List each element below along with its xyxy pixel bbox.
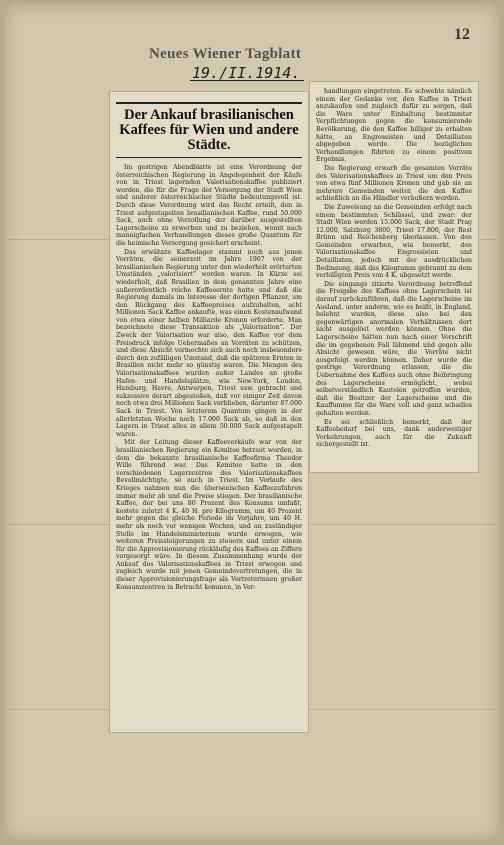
handwritten-date: 19./II.1914. (192, 64, 301, 82)
article-paragraph: Die Zuweisung an die Gemeinden erfolgt nach einem bestimmten Schlüssel, und zwar: der Stadt Wien werden 15.000 Sack, der Stadt Prag 12.000, Salzburg 3800, Triest 17.800, der Rest Brünn und Reichenberg überlassen. Von den Gemeinden erwarben, wie bemerkt, den Valorisationskaffee Engrossisten und Detaillisten, jedoch mit der ausdrücklichen Bedingung, daß das Kilogramm gebrannt zu dem verbilligten Preis von 4 K. abgesetzt werde. (316, 203, 472, 280)
article-paragraph: Es sei schließlich bemerkt, daß der Kaffeebedarf bei uns, dank anderweitiger Vorkehrungen, auch für die Zukunft sichergestellt ist. (316, 418, 472, 449)
article-body-right (310, 82, 478, 449)
article-paragraph: Die eingangs zitierte Verordnung betreffend die Freigabe des Kaffees ohne Lagerschein ist darauf zurückzuführen, daß die Lagerscheine im Ausland, unter anderm, wie es heißt, in England, belehnt wurden, diese also bei den gegenwärtigen anormalen Verhältnissen dort nicht ausgelöst werden können. Ohne die Lagerscheine hätten nun nach einer Vorschrift die im gegebenen Fall lähmend und gegen alle Absicht gewesen wäre, die Vorräte nicht ausgefolgt werden können. Daher wurde die gestrige Verordnung erlassen, die die Uebernahme des Kaffees auch ohne Beibringung des Lagerscheins ermöglicht, wobei selbstverständlich Kautelen getroffen wurden, daß die Besitzer der Lagerscheine und die Kauffumme für die Ware voll und ganz schadlos gehalten werden. (316, 280, 472, 417)
newspaper-masthead: Neues Wiener Tagblatt (149, 46, 302, 62)
article-body-left (110, 164, 308, 591)
article-headline: Der Ankauf brasilianischen Kaffees für Wien und andere Städte. (116, 102, 302, 158)
article-paragraph: Im gestrigen Abendblatte ist eine Verordnung der österreichischen Regierung in Angelegenheit der Käufe von in Triest lagernden Valorisationskaffee publiziert worden, die für die Frage der Versorgung der Stadt Wien und anderer österreichischer Städte bedeutungsvoll ist. Durch diese Verordnung wird das Recht erteilt, den in Triest aufgestapelten brasilianischen Kaffee, rund 50.000 Sack, auch ohne Verzollung der darüber ausgestellten Lagerscheine zu erwerben und zu beziehen, womit nach mannigfachen Verhandlungen dieses große Quantum für die heimische Versorgung gesichert erscheint. (116, 164, 302, 247)
clipping-right-column (310, 82, 478, 472)
article-paragraph: Das erwähnte Kaffeelager stammt noch aus jenen Vorräten, die seinerzeit im Jahre 1907 von der brasilianischen Regierung unter den wiederholt erörterten Umständen „valorisiert“ worden waren. In Kürze sei wiederholt, daß Brasilien in dem genannten Jahre eine außerordentlich reiche Kaffeeernte hatte und daß die Regierung damals im Interesse der dortigen Pflanzer, um den Rückgang des Kaffeepreises aufzuhalten, acht Millionen Sack Kaffee ankaufte, was einen Kostenaufwand von etwa einer halben Milliarde Kronen erforderte. Man bezeichnete diese Transaktion als „Valorisation“. Der Zweck der Valorisation war also, den Kaffee vor dem Preisdruck infolge Uebermaßes an Vorräten zu schützen, und diese Absicht vermochte sich auch noch insbesondere durch den zufälligen Umstand, daß die späteren Ernten in Brasilien nicht mehr so günstig waren. Die Mengen des Valorisationskaffees wurden außer Landes an große Hafen- und Handelsplätze, wie New-York, London, Hamburg, Havre, Antwerpen, Triest usw. gebracht und sukzessive derart abgestoßen, daß vor einiger Zeit davon noch etwa drei Millionen Sack verblieben, darunter 87.000 Sack in Triest. Von letzterem Quantum gingen in der allerletzten Woche noch 17.000 Sack ab, so daß in den Lagern in Triest alles in allem 50.000 Sack aufgestapelt waren. (116, 248, 302, 438)
page-number: 12 (454, 26, 470, 43)
article-paragraph: handlungen eingetreten. Es schwebte nämlich einem der Gedanke vor, den Kaffee in Triest anzukaufen und zugleich dafür zu sorgen, daß die Ware unter Einhaltung bestimmter Verpflichtungen gegen die konsumierende Bevölkerung, die den Kaffee billiger zu erhalten hätte, an Engrossisten und Detaillisten abgegeben werde. Die bezüglichen Verhandlungen führten zu einem positiven Ergebnis. (316, 88, 472, 164)
article-paragraph: Die Regierung erwarb die gesamten Vorräte des Valorisationskaffees in Triest um den Preis von etwa fünf Millionen Kronen und gab sie an mehrere Gemeinden weiter, die den Kaffee schließlich an die Händler veräußern werden. (316, 164, 472, 203)
clipping-left-column (110, 92, 308, 732)
article-paragraph: Mit der Leitung dieser Kaffeeverkäufe war von der brasilianischen Regierung ein Komitee betraut worden, in dem die bekannte brasilianische Kaffeefirma Theodor Wille führend war. Das Komitee hatte in den verschiedenen Lagerzentren des Valorisationskaffees Bevollmächtigte, so auch in Triest. Im Verlaufe des Krieges nahmen nun die überseeischen Kaffeezufuhren immer mehr ab und die Preise stiegen. Der brasilianische Kaffee, der bei uns 80 Prozent des Konsums umfaßt, kostete zuletzt 4 K. 40 H. pro Kilogramm, um 40 Prozent mehr gegen die gleiche Periode im Vorjahre, um 40 H. mehr als noch vor wenigen Wochen, und an zuständiger Stelle im Handelsministerium wurde erwogen, wie weiteren Preissteigerungen zu steuern und unter einem für die Approvisionierung rückläufig des Kaffees an Ziffern vorgesorgt wäre. In diesem Zusammenhang wurde der Ankauf des Valorisationskaffees in Triest erwogen und zugleich wurde mit jenen Gemeindevertretungen, die in dieser Approvisionierungsfrage als Vertreterinnen großer Konsumzentren in Betracht kommen, in Ver- (116, 439, 302, 591)
